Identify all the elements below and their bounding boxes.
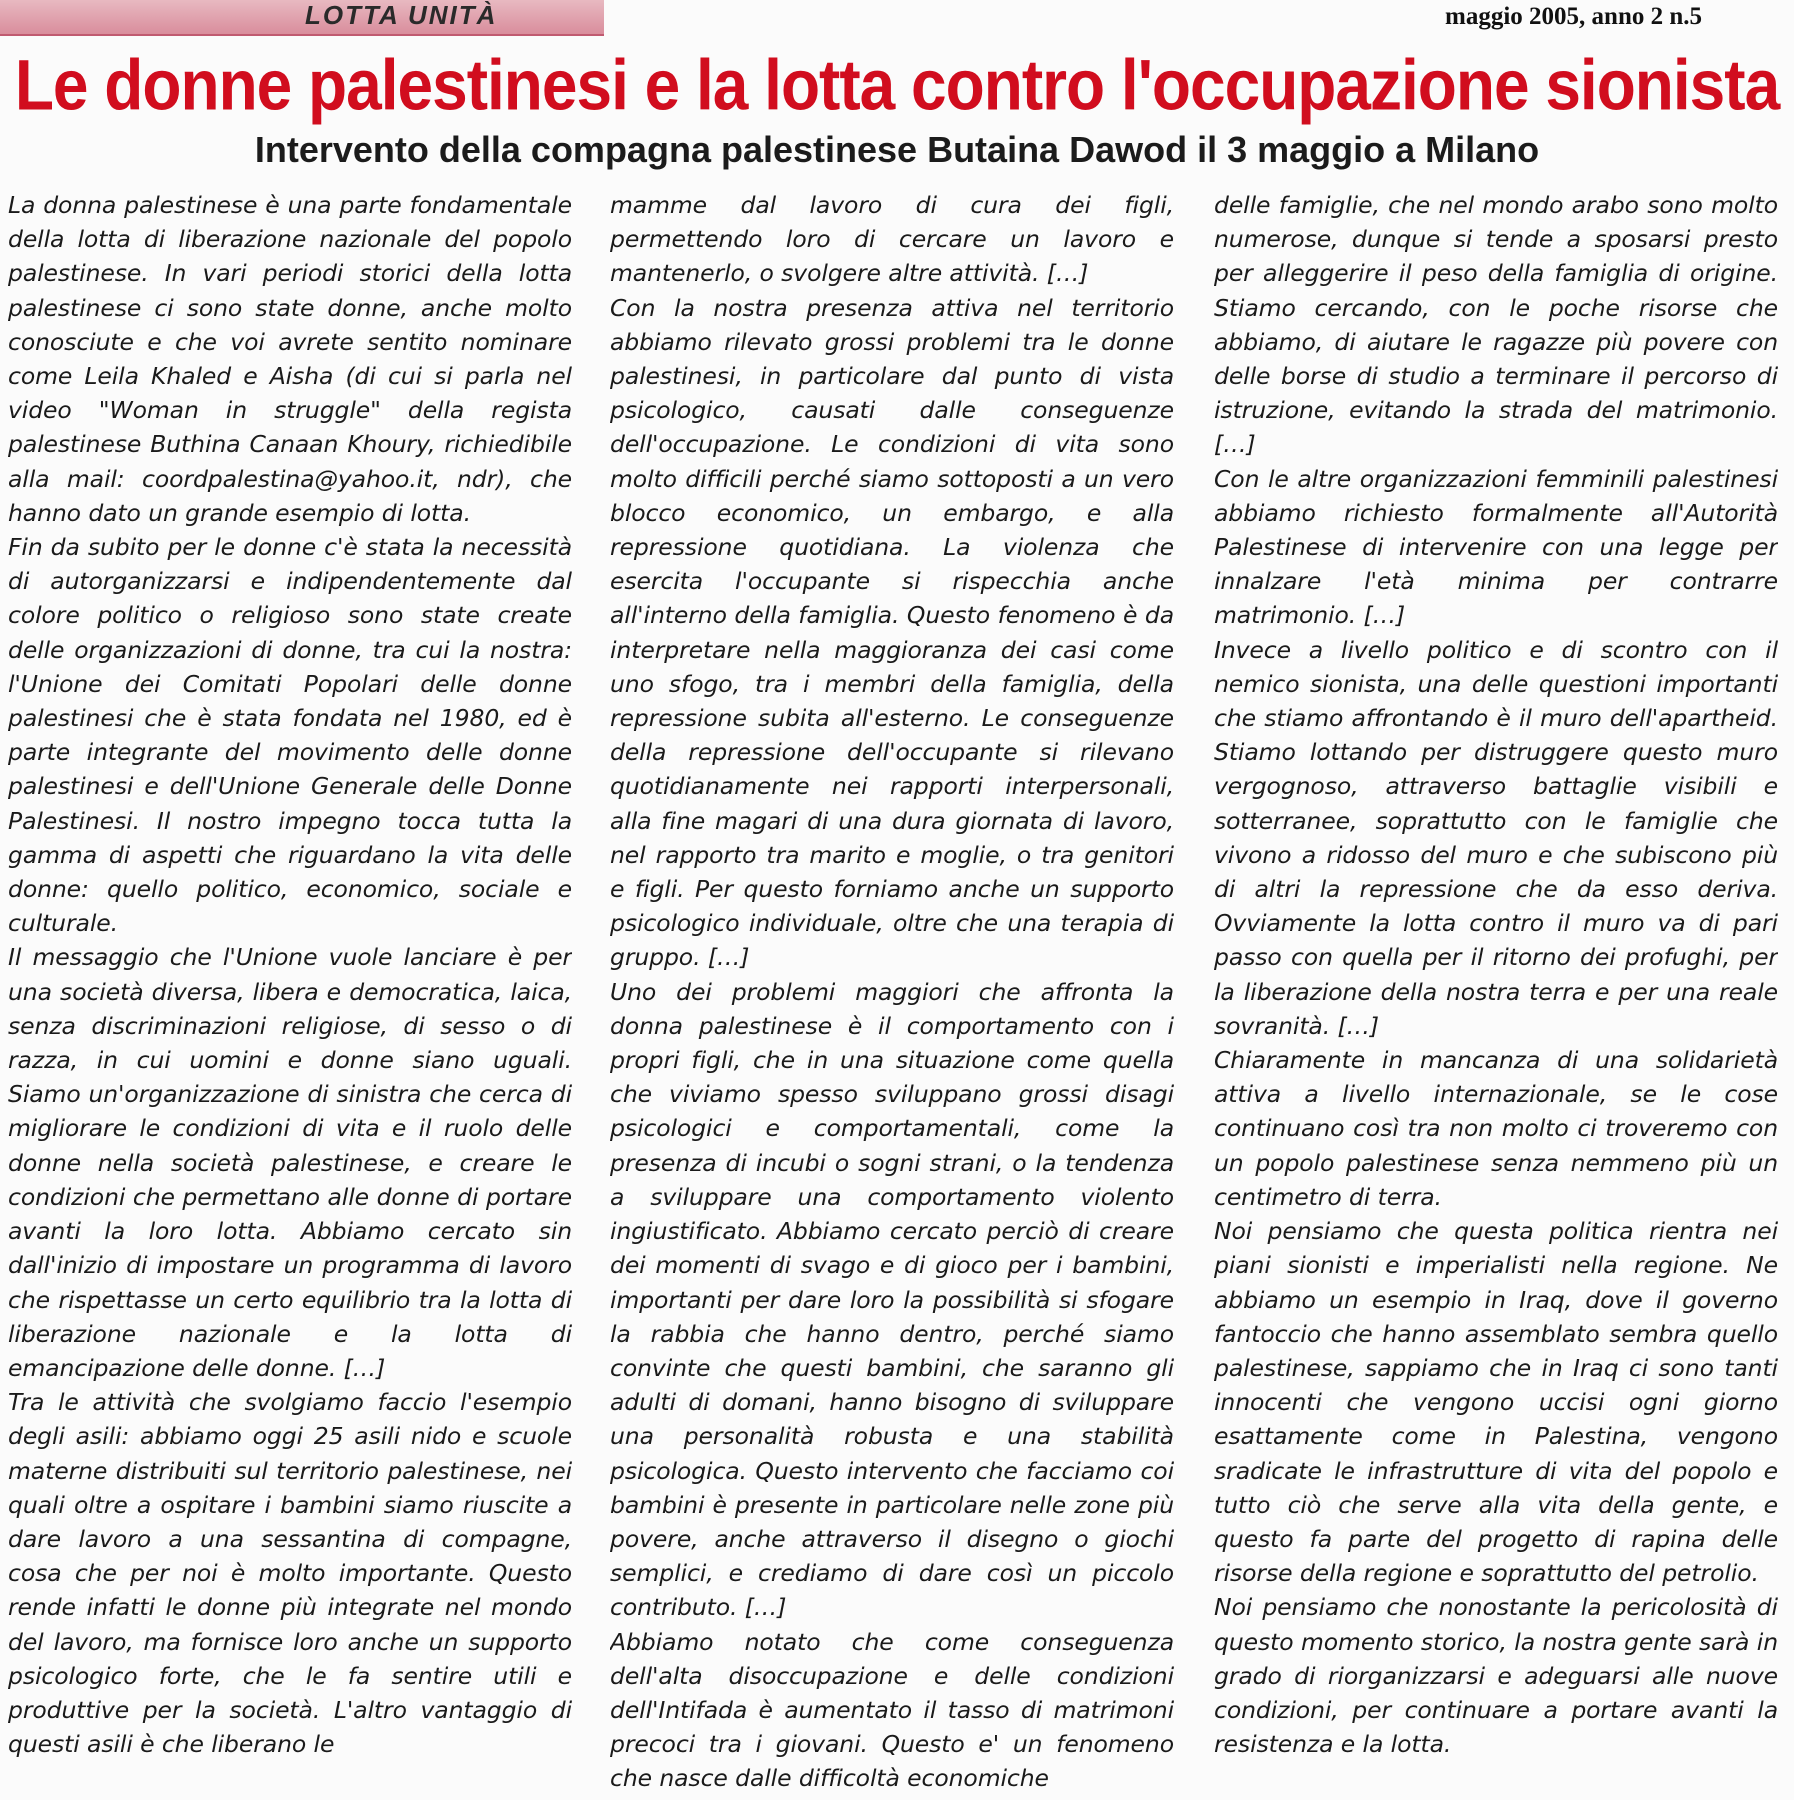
paragraph: Con la nostra presenza attiva nel territorio abbiamo rilevato grossi problemi tra le donne palestinesi, in particolare dal punto di vista psicologico, causati dalle conseguenze dell'occupazione. Le condizioni di vita sono molto difficili perché siamo sottoposti a un vero blocco economico, un embargo, e alla repressione quotidiana. La violenza che esercita l'occupante si rispecchia anche all'interno della famiglia. Questo fenomeno è da interpretare nella maggioranza dei casi come uno sfogo, tra i membri della famiglia, della repressione subita all'esterno. Le conseguenze della repressione dell'occupante si rilevano quotidianamente nei rapporti interpersonali, alla fine magari di una dura giornata di lavoro, nel rapporto tra marito e moglie, o tra genitori e figli. Per questo forniamo anche un supporto psicologico individuale, oltre che una terapia di gruppo. […]	[610, 293, 1174, 972]
paragraph: La donna palestinese è una parte fondamentale della lotta di liberazione nazionale del popolo palestinese. In vari periodi storici della lotta palestinese ci sono state donne, anche molto conosciute e che voi avrete sentito nominare come Leila Khaled e Aisha (di cui si parla nel video "Woman in struggle" della regista palestinese Buthina Canaan Khoury, richiedibile alla mail: coordpalestina@yahoo.it, ndr), che hanno dato un grande esempio di lotta.	[8, 191, 572, 527]
paragraph: Tra le attività che svolgiamo faccio l'esempio degli asili: abbiamo oggi 25 asili nido e scuole materne distribuiti sul territorio palestinese, nei quali oltre a ospitare i bambini siamo riuscite a dare lavoro a una sessantina di compagne, cosa che per noi è molto importante. Questo rende infatti le donne più integrate nel mondo del lavoro, ma fornisce loro anche un supporto psicologico forte, che le fa sentire utili e produttive per la società. L'altro vantaggio di questi asili è che liberano le	[8, 1388, 572, 1759]
section-label: LOTTA UNITÀ	[305, 0, 498, 30]
paragraph: delle famiglie, che nel mondo arabo sono molto numerose, dunque si tende a sposarsi presto per alleggerire il peso della famiglia di origine. Stiamo cercando, con le poche risorse che abbiamo, di aiutare le ragazze più povere con delle borse di studio a terminare il percorso di istruzione, evitando la strada del matrimonio. […]	[1214, 191, 1778, 459]
paragraph: Il messaggio che l'Unione vuole lanciare è per una società diversa, libera e democratica, laica, senza discriminazioni religiose, di sesso o di razza, in cui uomini e donne siano uguali. Siamo un'organizzazione di sinistra che cerca di migliorare le condizioni di vita e il ruolo delle donne nella società palestinese, e creare le condizioni che permettano alle donne di portare avanti la loro lotta. Abbiamo cercato sin dall'inizio di impostare un programma di lavoro che rispettasse un certo equilibrio tra la lotta di liberazione nazionale e la lotta di emancipazione delle donne. […]	[8, 943, 572, 1382]
headline: Le donne palestinesi e la lotta contro l'occupazione sionista	[14, 44, 1780, 126]
article-column-3	[1214, 188, 1778, 1796]
issue-info: maggio 2005, anno 2 n.5	[1445, 3, 1702, 30]
paragraph: Noi pensiamo che questa politica rientra nei piani sionisti e imperialisti nella regione. Ne abbiamo un esempio in Iraq, dove il governo fantoccio che hanno assemblato sembra quello palestinese, sappiamo che in Iraq ci sono tanti innocenti che vengono uccisi ogni giorno esattamente come in Palestina, vengono sradicate le infrastrutture di vita del popolo e tutto ciò che serve alla vita della gente, e questo fa parte del progetto di rapina delle risorse della regione e soprattutto del petrolio.	[1214, 1217, 1778, 1588]
article-column-1	[8, 188, 572, 1796]
paragraph: mamme dal lavoro di cura dei figli, permettendo loro di cercare un lavoro e mantenerlo, o svolgere altre attività. […]	[610, 191, 1174, 288]
paragraph: Chiaramente in mancanza di una solidarietà attiva a livello internazionale, se le cose continuano così tra non molto ci troveremo con un popolo palestinese senza nemmeno più un centimetro di terra.	[1214, 1046, 1778, 1211]
section-banner	[0, 0, 604, 36]
paragraph: Noi pensiamo che nonostante la pericolosità di questo momento storico, la nostra gente sarà in grado di riorganizzarsi e adeguarsi alle nuove condizioni, per continuare a portare avanti la resistenza e la lotta.	[1214, 1593, 1778, 1759]
article-column-2	[610, 188, 1174, 1796]
paragraph: Invece a livello politico e di scontro con il nemico sionista, una delle questioni importanti che stiamo affrontando è il muro dell'apartheid. Stiamo lottando per distruggere questo muro vergognoso, attraverso battaglie visibili e sotterranee, soprattutto con le famiglie che vivono a ridosso del muro e che subiscono più di altri la repressione che da esso deriva. Ovviamente la lotta contro il muro va di pari passo con quella per il ritorno dei profughi, per la liberazione della nostra terra e per una reale sovranità. […]	[1214, 635, 1778, 1040]
article-body	[8, 188, 1788, 1798]
paragraph: Uno dei problemi maggiori che affronta la donna palestinese è il comportamento con i propri figli, che in una situazione come quella che viviamo spesso sviluppano grossi disagi psicologici e comportamentali, come la presenza di incubi o sogni strani, o la tendenza a sviluppare una comportamento violento ingiustificato. Abbiamo cercato perciò di creare dei momenti di svago e di gioco per i bambini, importanti per dare loro la possibilità si sfogare la rabbia che hanno dentro, perché siamo convinte che questi bambini, che saranno gli adulti di domani, hanno bisogno di sviluppare una personalità robusta e una stabilità psicologica. Questo intervento che facciamo coi bambini è presente in particolare nelle zone più povere, anche attraverso il disegno o giochi semplici, e crediamo di dare così un piccolo contributo. […]	[610, 977, 1174, 1622]
paragraph: Abbiamo notato che come conseguenza dell'alta disoccupazione e delle condizioni dell'Intifada è aumentato il tasso di matrimoni precoci tra i giovani. Questo e' un fenomeno che nasce dalle difficoltà economiche	[610, 1627, 1174, 1793]
paragraph: Fin da subito per le donne c'è stata la necessità di autorganizzarsi e indipendentemente dal colore politico o religioso sono state create delle organizzazioni di donne, tra cui la nostra: l'Unione dei Comitati Popolari delle donne palestinesi che è stata fondata nel 1980, ed è parte integrante del movimento delle donne palestinesi e dell'Unione Generale delle Donne Palestinesi. Il nostro impegno tocca tutta la gamma di aspetti che riguardano la vita delle donne: quello politico, economico, sociale e culturale.	[8, 533, 572, 938]
paragraph: Con le altre organizzazioni femminili palestinesi abbiamo richiesto formalmente all'Autorità Palestinese di intervenire con una legge per innalzare l'età minima per contrarre matrimonio. […]	[1214, 464, 1778, 630]
subheadline: Intervento della compagna palestinese Butaina Dawod il 3 maggio a Milano	[254, 129, 1540, 170]
